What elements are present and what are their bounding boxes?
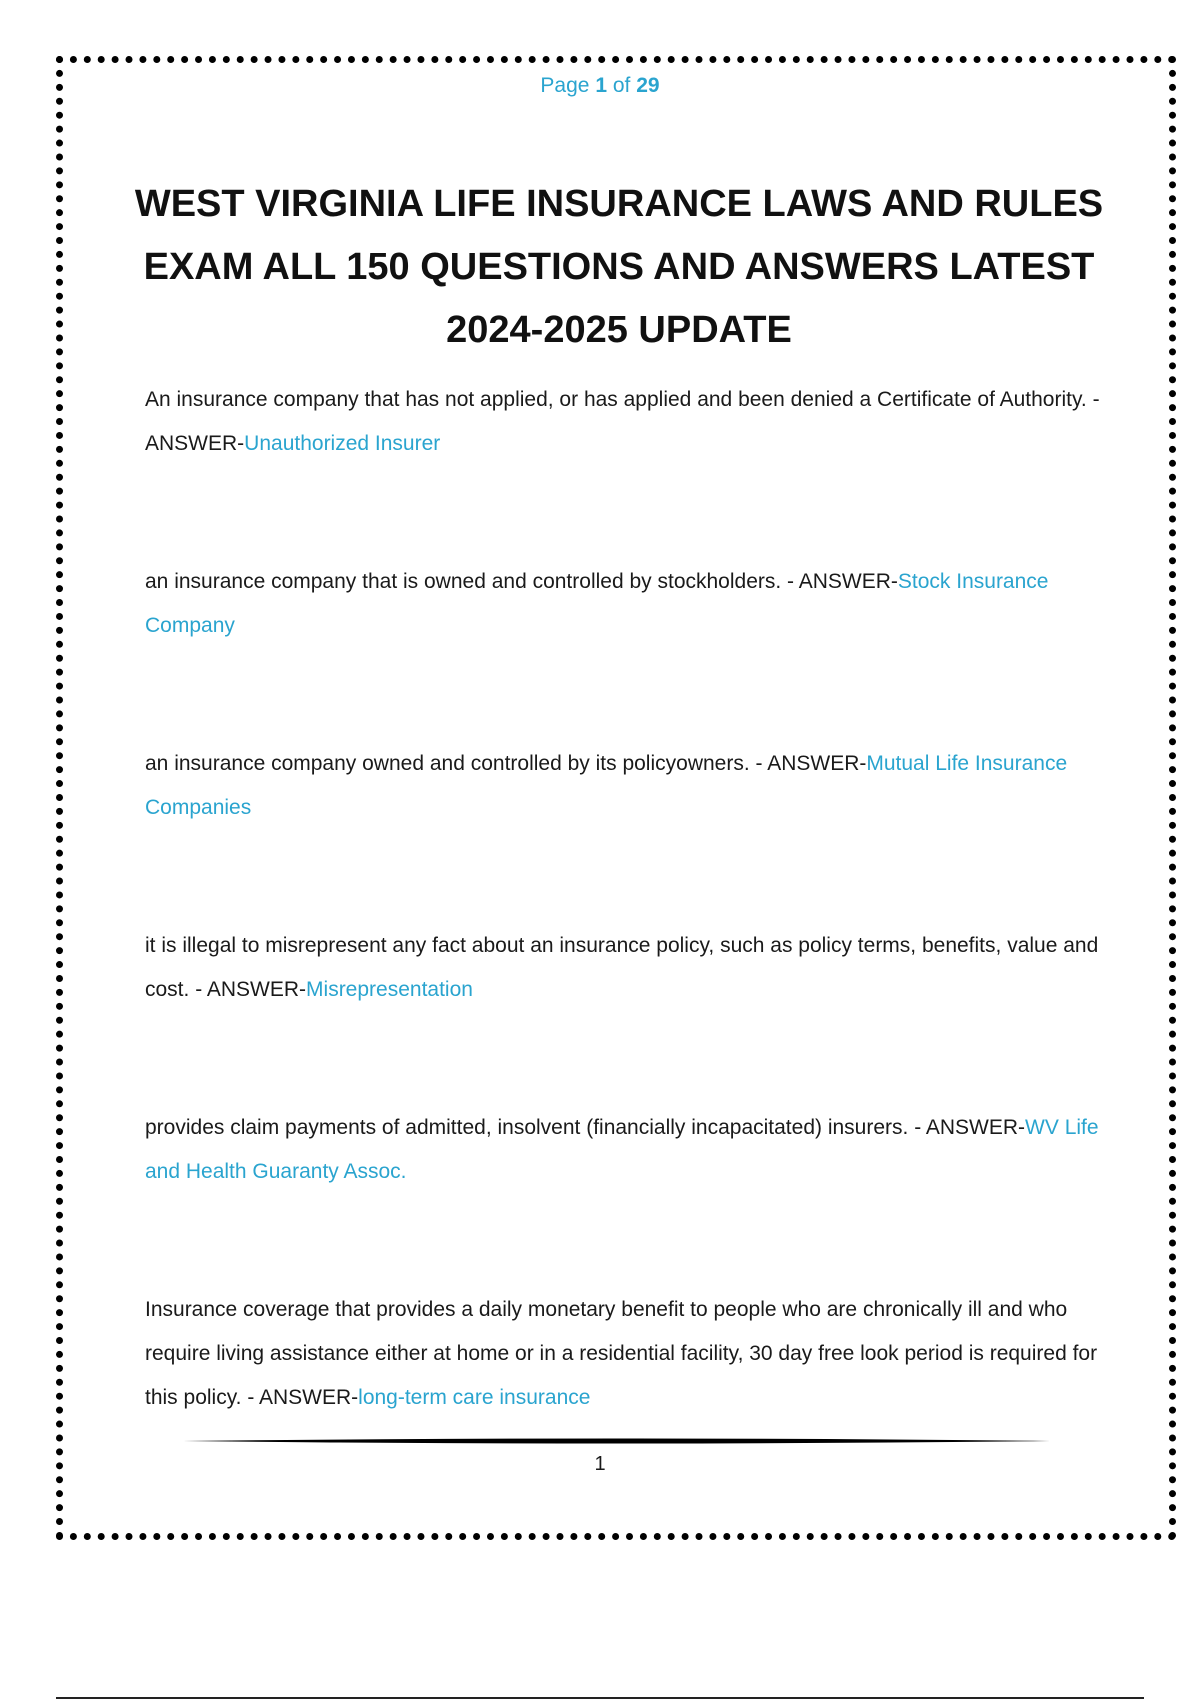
answer-separator: - ANSWER-: [241, 1386, 359, 1409]
answer-text: Stock Insurance Company: [145, 570, 1049, 637]
qa-item-6: [145, 1288, 1105, 1420]
answer-text: WV Life and Health Guaranty Assoc.: [145, 1116, 1099, 1183]
answer-text: Mutual Life Insurance Companies: [145, 752, 1068, 819]
qa-item-3: [145, 742, 1105, 830]
qa-item-2: [145, 560, 1105, 648]
question-text: provides claim payments of admitted, insolvent (financially incapacitated) insurers.: [145, 1116, 909, 1139]
page-counter: [0, 74, 1200, 98]
qa-item-5: [145, 1106, 1105, 1194]
qa-item-4: [145, 924, 1105, 1012]
total-pages: 29: [636, 74, 660, 97]
page-number: 1: [594, 1453, 606, 1475]
document-title: WEST VIRGINIA LIFE INSURANCE LAWS AND RULES EXAM ALL 150 QUESTIONS AND ANSWERS LATEST 2024-2025 UPDATE: [134, 183, 1104, 351]
answer-text: long-term care insurance: [358, 1386, 591, 1409]
footer-divider: [183, 1437, 1050, 1445]
question-text: it is illegal to misrepresent any fact about an insurance policy, such as policy terms, benefits, value and cost.: [145, 934, 1099, 1001]
answer-separator: - ANSWER-: [749, 752, 867, 775]
question-text: an insurance company owned and controlled by its policyowners.: [145, 752, 750, 775]
current-page: 1: [595, 74, 607, 97]
question-text: An insurance company that has not applied, or has applied and been denied a Certificate of Authority.: [145, 388, 1087, 411]
question-text: an insurance company that is owned and controlled by stockholders.: [145, 570, 782, 593]
question-text: Insurance coverage that provides a daily monetary benefit to people who are chronically ill and who require living assistance either at home or in a residential facility, 30 day free look period is required for this policy.: [145, 1298, 1098, 1409]
page-word: Page: [540, 74, 590, 97]
answer-text: Unauthorized Insurer: [244, 432, 441, 455]
of-word: of: [612, 74, 631, 97]
answer-separator: - ANSWER-: [908, 1116, 1026, 1139]
answer-text: Misrepresentation: [306, 978, 473, 1001]
answer-separator: - ANSWER-: [145, 388, 1100, 455]
qa-item-1: [145, 378, 1105, 466]
bottom-divider: [56, 1697, 1144, 1699]
answer-separator: - ANSWER-: [189, 978, 307, 1001]
answer-separator: - ANSWER-: [781, 570, 898, 593]
